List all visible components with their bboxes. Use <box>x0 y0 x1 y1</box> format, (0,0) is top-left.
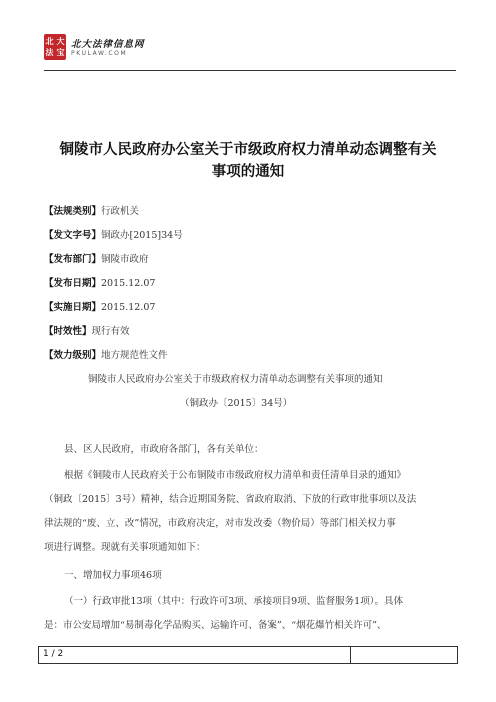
para2-line: （一）行政审批13项（其中：行政许可3项、承接项目9项、监督服务1项）。具体 <box>64 596 403 607</box>
footer-divider <box>350 647 351 663</box>
salutation: 县、区人民政府，市政府各部门，各有关单位： <box>64 444 264 455</box>
pkulaw-logo <box>44 34 244 64</box>
meta-value: 铜政办[2015]34号 <box>101 230 183 241</box>
meta-key: 【实施日期】 <box>44 302 102 313</box>
meta-department <box>44 254 149 266</box>
meta-level <box>44 350 168 362</box>
meta-value: 现行有效 <box>91 326 130 337</box>
logo-seal-char: 宝 <box>56 48 65 57</box>
body-heading: 铜陵市人民政府办公室关于市级政府权力清单动态调整有关事项的通知 <box>88 374 383 385</box>
meta-value: 2015.12.07 <box>101 302 156 313</box>
meta-key: 【时效性】 <box>44 326 92 337</box>
title-line-1: 铜陵市人民政府办公室关于市级政府权力清单动态调整有关 <box>59 141 437 158</box>
page-footer <box>38 646 458 664</box>
para1-line: 律法规的“废、立、改”情况，市政府决定，对市发改委（物价局）等部门相关权力事 <box>44 518 396 529</box>
logo-seal-char: 大 <box>56 37 65 46</box>
para1-line: 根据《铜陵市人民政府关于公布铜陵市市级政府权力清单和责任清单目录的通知》 <box>64 470 407 481</box>
doc-number: （铜政办〔2015〕34号） <box>180 398 293 409</box>
site-url: PKULAW.COM <box>71 50 128 57</box>
meta-key: 【法规类别】 <box>44 206 102 217</box>
document-title <box>36 139 460 183</box>
logo-seal-char: 法 <box>45 48 54 57</box>
meta-value: 地方规范性文件 <box>101 350 168 361</box>
site-name: 北大法律信息网 <box>71 39 145 50</box>
meta-doc-number <box>44 230 183 242</box>
section-heading: 一、增加权力事项46项 <box>64 570 162 581</box>
title-line-2: 事项的通知 <box>211 163 285 180</box>
para2-line: 是：市公安局增加“易制毒化学品购买、运输许可、备案”、“烟花爆竹相关许可”、 <box>44 620 387 631</box>
meta-effective-date <box>44 302 155 314</box>
meta-value: 2015.12.07 <box>101 278 156 289</box>
para1-line: （铜政〔2015〕3号）精神，结合近期国务院、省政府取消、下放的行政审批事项以及法 <box>44 494 417 505</box>
logo-seal <box>44 34 66 60</box>
meta-key: 【发文字号】 <box>44 230 102 241</box>
meta-key: 【发布部门】 <box>44 254 102 265</box>
page-number: 1 / 2 <box>43 649 64 659</box>
logo-seal-char: 北 <box>45 37 54 46</box>
header-rule <box>44 70 456 71</box>
meta-key: 【效力级别】 <box>44 350 102 361</box>
meta-publish-date <box>44 278 155 290</box>
meta-value: 铜陵市政府 <box>101 254 149 265</box>
meta-value: 行政机关 <box>101 206 140 217</box>
meta-validity <box>44 326 130 338</box>
para1-line: 项进行调整。现就有关事项通知如下： <box>44 542 206 553</box>
meta-category <box>44 206 139 218</box>
meta-key: 【发布日期】 <box>44 278 102 289</box>
